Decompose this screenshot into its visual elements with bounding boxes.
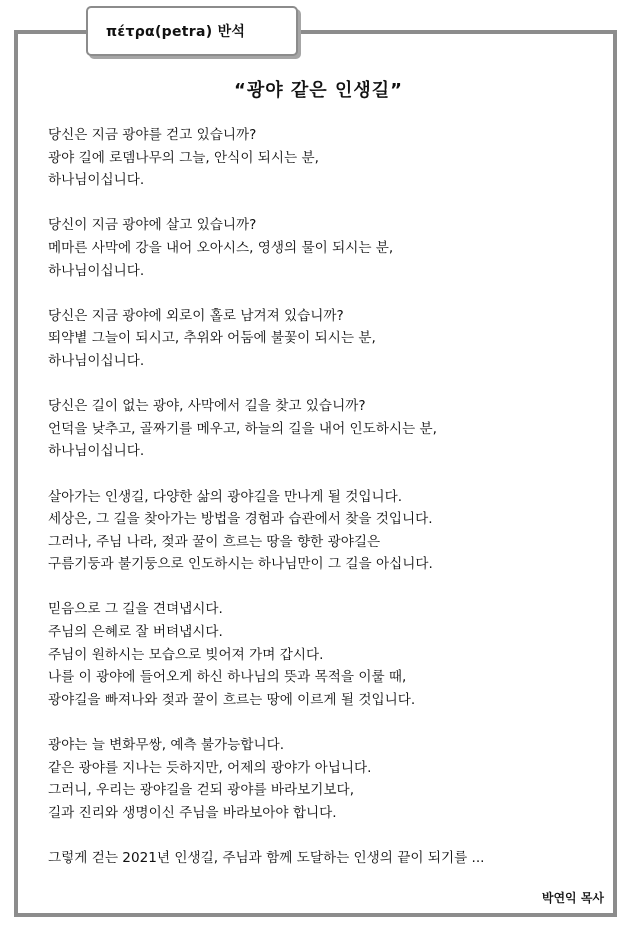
poem-line: 하나님이십니다. (48, 262, 145, 279)
stanza (48, 395, 614, 463)
poem-line: 광야는 늘 변화무쌍, 예측 불가능합니다. (48, 737, 285, 754)
poem-line: 당신이 지금 광야에 살고 있습니까? (48, 217, 257, 234)
poem-line: 당신은 길이 없는 광야, 사막에서 길을 찾고 있습니까? (48, 398, 366, 415)
poem-line: 그러나, 주님 나라, 젖과 꿀이 흐르는 땅을 향한 광야길은 (48, 533, 381, 550)
page-title: “광야 같은 인생길” (234, 80, 403, 101)
stanza (48, 734, 614, 824)
poem-line: 언덕을 낮추고, 골짜기를 메우고, 하늘의 길을 내어 인도하시는 분, (48, 420, 437, 437)
stanza (48, 124, 614, 192)
poem-line: 그렇게 걷는 2021년 인생길, 주님과 함께 도달하는 인생의 끝이 되기를 ... (48, 850, 485, 866)
poem-line: 당신은 지금 광야를 걷고 있습니까? (48, 127, 257, 143)
stanza (48, 847, 614, 870)
poem-line: 뙤약볕 그늘이 되시고, 추위와 어둠에 불꽃이 되시는 분, (48, 330, 376, 347)
poem-line: 살아가는 인생길, 다양한 삶의 광야길을 만나게 될 것입니다. (48, 488, 403, 505)
poem-line: 구름기둥과 불기둥으로 인도하시는 하나님만이 그 길을 아십니다. (48, 556, 433, 573)
poem-line: 광야길을 빠져나와 젖과 꿀이 흐르는 땅에 이르게 될 것입니다. (48, 691, 416, 708)
poem-line: 주님이 원하시는 모습으로 빚어져 가며 갑시다. (48, 646, 324, 663)
poem-line: 광야 길에 로뎀나무의 그늘, 안식이 되시는 분, (48, 149, 319, 166)
stanza (48, 214, 614, 282)
poem-body (48, 124, 614, 892)
poem-line: 그러니, 우리는 광야길을 걷되 광야를 바라보기보다, (48, 782, 355, 799)
stanza (48, 486, 614, 576)
stanza (48, 305, 614, 373)
poem-line: 당신은 지금 광야에 외로이 홀로 남겨져 있습니까? (48, 307, 344, 324)
poem-line: 하나님이십니다. (48, 172, 145, 189)
poem-line: 같은 광야를 지나는 듯하지만, 어제의 광야가 아닙니다. (48, 759, 372, 776)
poem-line: 세상은, 그 길을 찾아가는 방법을 경험과 습관에서 찾을 것입니다. (48, 511, 433, 528)
stanza (48, 598, 614, 711)
poem-line: 주님의 은혜로 잘 버텨냅시다. (48, 624, 223, 641)
poem-line: 하나님이십니다. (48, 443, 145, 460)
author-signature: 박연익 목사 (541, 891, 604, 905)
poem-line: 하나님이십니다. (48, 352, 145, 369)
header-tab-label: πέτρα(petra) 반석 (106, 24, 246, 40)
header-tab (86, 6, 298, 56)
poem-line: 나를 이 광야에 들어오게 하신 하나님의 뜻과 목적을 이룰 때, (48, 669, 407, 686)
poem-line: 메마른 사막에 강을 내어 오아시스, 영생의 물이 되시는 분, (48, 239, 394, 256)
poem-line: 길과 진리와 생명이신 주님을 바라보아야 합니다. (48, 804, 337, 821)
poem-line: 믿음으로 그 길을 견뎌냅시다. (48, 601, 223, 618)
